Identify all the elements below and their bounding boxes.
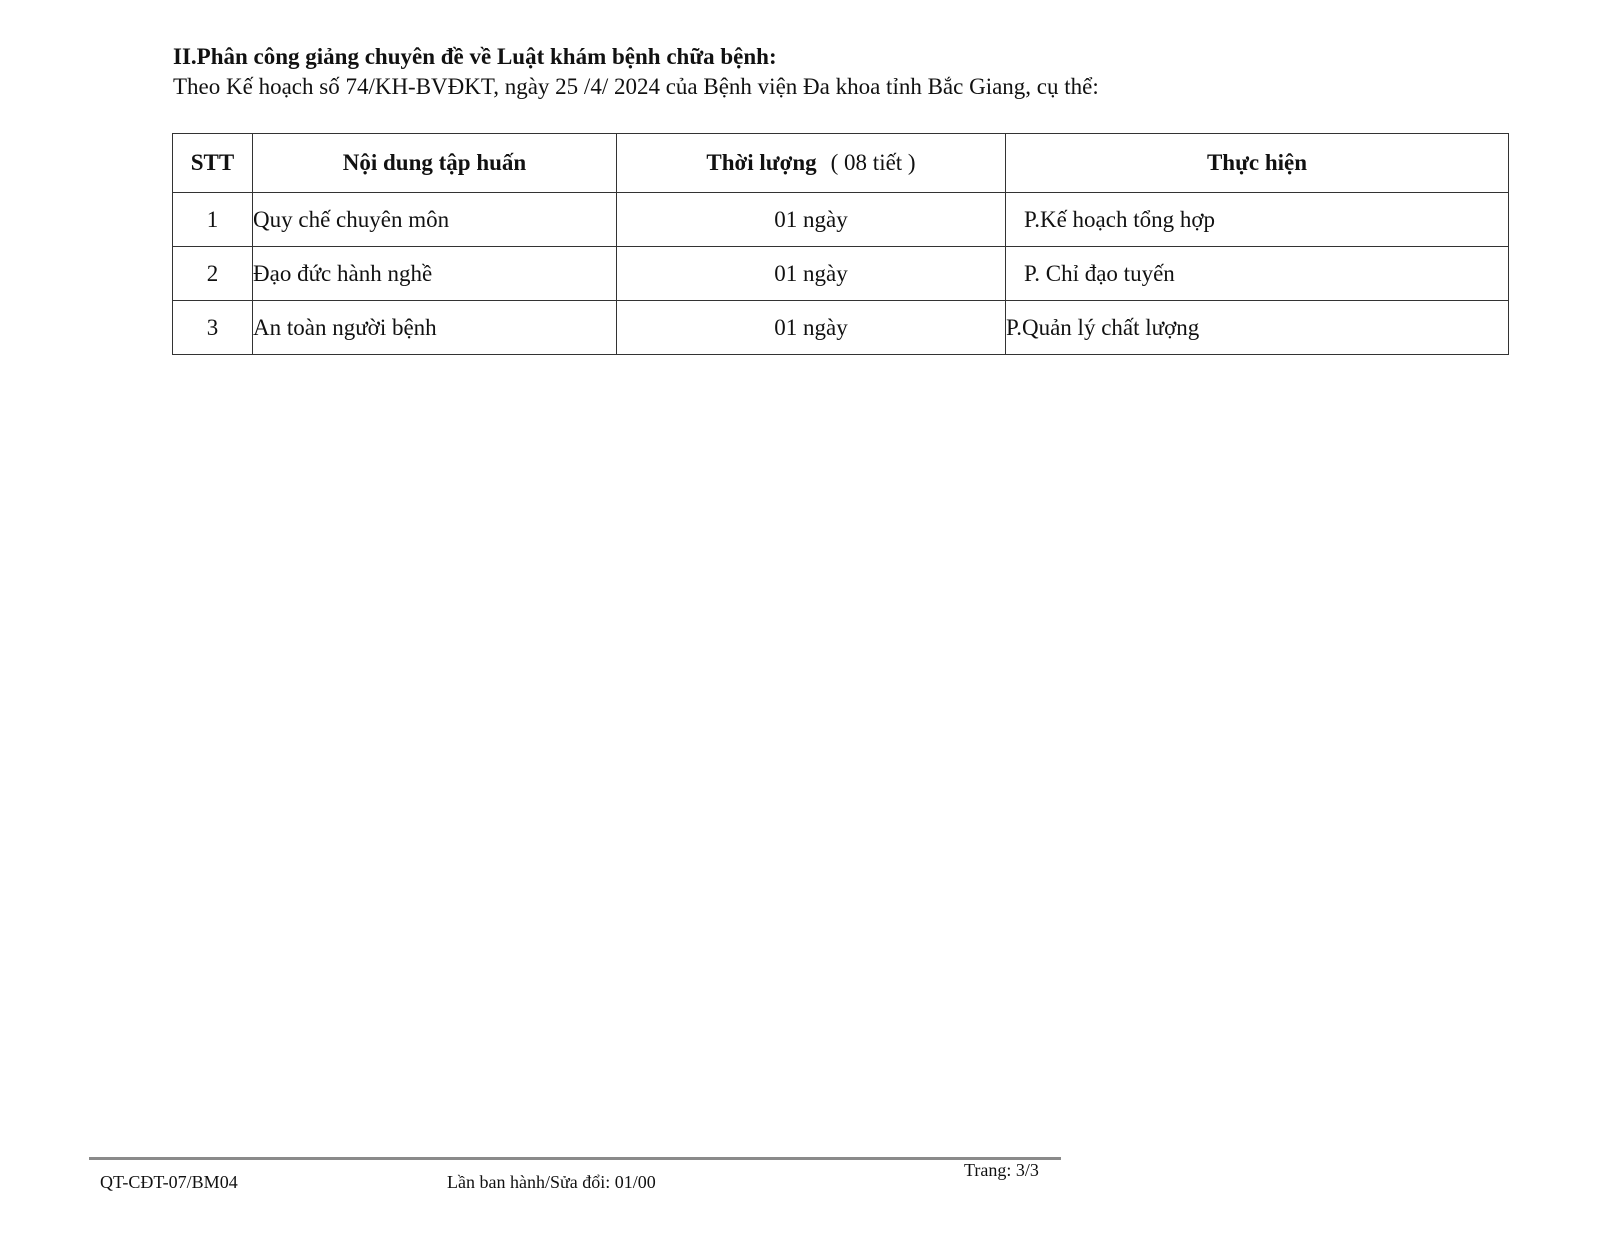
table-row xyxy=(173,193,1509,247)
header-duration xyxy=(617,134,1006,193)
cell-stt: 3 xyxy=(173,301,253,355)
section-heading: II.Phân công giảng chuyên đề về Luật khám bệnh chữa bệnh: xyxy=(173,44,777,69)
header-stt: STT xyxy=(173,134,253,193)
header-content: Nội dung tập huấn xyxy=(253,134,617,193)
cell-duration: 01 ngày xyxy=(617,247,1006,301)
cell-owner: P.Quản lý chất lượng xyxy=(1006,301,1509,355)
footer-divider xyxy=(89,1157,1061,1160)
training-assignment-table xyxy=(172,133,1509,355)
cell-content: Đạo đức hành nghề xyxy=(253,247,617,301)
cell-stt: 1 xyxy=(173,193,253,247)
cell-duration: 01 ngày xyxy=(617,193,1006,247)
footer-page-number: Trang: 3/3 xyxy=(964,1160,1039,1180)
cell-content: Quy chế chuyên môn xyxy=(253,193,617,247)
cell-content: An toàn người bệnh xyxy=(253,301,617,355)
cell-duration: 01 ngày xyxy=(617,301,1006,355)
footer-issue-revision: Lần ban hành/Sửa đổi: 01/00 xyxy=(447,1172,656,1192)
header-duration-note: ( 08 tiết ) xyxy=(830,150,916,175)
cell-owner: P.Kế hoạch tổng hợp xyxy=(1006,193,1509,247)
cell-stt: 2 xyxy=(173,247,253,301)
header-owner: Thực hiện xyxy=(1006,134,1509,193)
section-intro: Theo Kế hoạch số 74/KH-BVĐKT, ngày 25 /4/ 2024 của Bệnh viện Đa khoa tỉnh Bắc Giang, cụ thể: xyxy=(173,74,1099,99)
footer-document-code: QT-CĐT-07/BM04 xyxy=(100,1172,238,1192)
cell-owner: P. Chỉ đạo tuyến xyxy=(1006,247,1509,301)
table-row xyxy=(173,247,1509,301)
header-duration-label: Thời lượng xyxy=(706,150,817,175)
table-row xyxy=(173,301,1509,355)
table-header-row xyxy=(173,134,1509,193)
